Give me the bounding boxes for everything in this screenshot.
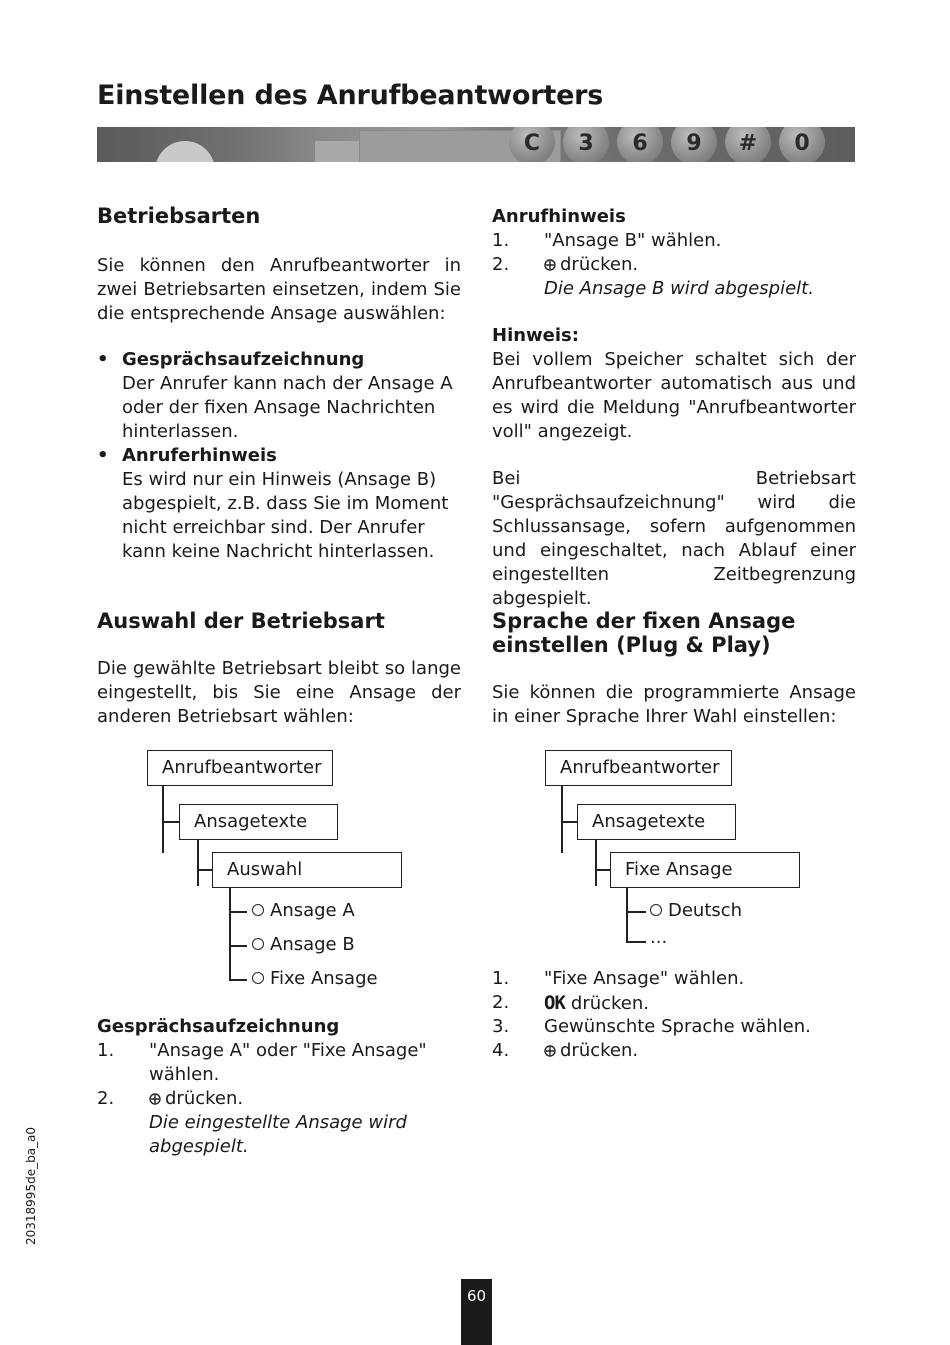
keypad-key: 6 [617, 127, 663, 162]
menu-box-auswahl: Auswahl [212, 852, 402, 888]
hinweis-text-2: Bei Betriebsart "Gesprächsaufzeichnung" wird die Schlussansage, sofern aufgenommen und eingeschaltet, nach Ablauf einer eingestellten Zeitbegrenzung abgespielt. [492, 468, 856, 609]
menu-option-ansage-a: Ansage A [252, 899, 355, 923]
menu-option-fixe-ansage: Fixe Ansage [252, 967, 378, 991]
bullet-text: Der Anrufer kann nach der Ansage A oder der fixen Ansage Nachrichten hinterlassen. [122, 373, 453, 442]
step-text: drücken. [544, 1039, 638, 1063]
sprache-intro: Sie können die programmierte Ansage in einer Sprache Ihrer Wahl einstellen: [492, 682, 856, 727]
section-heading-betriebsarten: Betriebsarten [97, 204, 261, 228]
step-number: 1. [97, 1040, 115, 1061]
step-number: 1. [492, 230, 510, 251]
keypad-key: # [725, 127, 771, 162]
step-number: 2. [492, 254, 510, 275]
radio-icon [252, 938, 264, 950]
page-title: Einstellen des Anrufbeantworters [97, 80, 604, 111]
step-result: Die Ansage B wird abgespielt. [544, 278, 814, 299]
step-result: Die eingestellte Ansage wird [149, 1112, 407, 1133]
keypad-key: C [509, 127, 555, 162]
hinweis-heading: Hinweis: [492, 325, 579, 346]
anrufhinweis-steps [492, 229, 856, 309]
step-result: abgespielt. [149, 1136, 249, 1157]
auswahl-intro: Die gewählte Betriebsart bleibt so lange eingestellt, bis Sie eine Ansage der anderen Betriebsart wählen: [97, 658, 461, 727]
step-text: drücken. [149, 1087, 243, 1111]
gespraech-steps [97, 1039, 461, 1169]
bullet-title: Gesprächsaufzeichnung [122, 349, 365, 370]
radio-icon [252, 972, 264, 984]
nav-key-icon [544, 259, 556, 271]
bullet-item [122, 348, 461, 444]
document-code: 20318995de_ba_a0 [24, 1126, 38, 1245]
radio-icon [252, 904, 264, 916]
step-number: 2. [492, 992, 510, 1013]
menu-box-ansagetexte: Ansagetexte [577, 804, 736, 840]
bullet-title: Anruferhinweis [122, 445, 277, 466]
keypad-key: 0 [779, 127, 825, 162]
betriebsarten-intro: Sie können den Anrufbeantworter in zwei Betriebsarten einsetzen, indem Sie die entsprechende Ansage auswählen: [97, 255, 461, 324]
step-number: 1. [492, 968, 510, 989]
gespraech-heading: Gesprächsaufzeichnung [97, 1016, 340, 1037]
bullet-icon: • [97, 445, 109, 466]
menu-box-anrufbeantworter: Anrufbeantworter [545, 750, 732, 786]
section-heading-sprache: Sprache der fixen Ansage einstellen (Plug & Play) [492, 609, 796, 657]
menu-box-ansagetexte: Ansagetexte [179, 804, 338, 840]
menu-box-anrufbeantworter: Anrufbeantworter [147, 750, 333, 786]
keypad-key: 3 [563, 127, 609, 162]
hinweis-text: Bei vollem Speicher schaltet sich der Anrufbeantworter automatisch aus und es wird die Meldung "Anrufbeantworter voll" angezeigt. [492, 349, 856, 442]
menu-box-fixe-ansage: Fixe Ansage [610, 852, 800, 888]
step-text: wählen. [149, 1064, 220, 1085]
nav-key-icon [149, 1093, 161, 1105]
step-text: "Fixe Ansage" wählen. [544, 968, 745, 989]
step-text: Gewünschte Sprache wählen. [544, 1016, 811, 1037]
step-number: 4. [492, 1040, 510, 1061]
betriebsarten-bullet-list [97, 348, 461, 564]
nav-key-icon [544, 1045, 556, 1057]
menu-option-more: ... [650, 927, 668, 948]
step-number: 3. [492, 1016, 510, 1037]
step-text: drücken. [544, 253, 638, 277]
keypad-key: 9 [671, 127, 717, 162]
menu-option-deutsch: Deutsch [650, 899, 742, 923]
step-number: 2. [97, 1088, 115, 1109]
menu-option-ansage-b: Ansage B [252, 933, 355, 957]
step-text: "Ansage B" wählen. [544, 230, 722, 251]
bullet-icon: • [97, 349, 109, 370]
phone-keypad-banner-image [97, 127, 855, 162]
page-number: 60 [461, 1279, 492, 1345]
step-text: "Ansage A" oder "Fixe Ansage" [149, 1040, 427, 1061]
anrufhinweis-heading: Anrufhinweis [492, 206, 626, 227]
sprache-steps [492, 967, 856, 1067]
bullet-item [122, 444, 461, 564]
section-heading-auswahl: Auswahl der Betriebsart [97, 609, 385, 633]
radio-icon [650, 904, 662, 916]
bullet-text: Es wird nur ein Hinweis (Ansage B) abgespielt, z.B. dass Sie im Moment nicht erreichbar sind. Der Anrufer kann keine Nachricht hinterlassen. [122, 469, 449, 562]
ok-key-icon: OK [544, 992, 565, 1014]
step-text: OK drücken. [544, 992, 650, 1014]
